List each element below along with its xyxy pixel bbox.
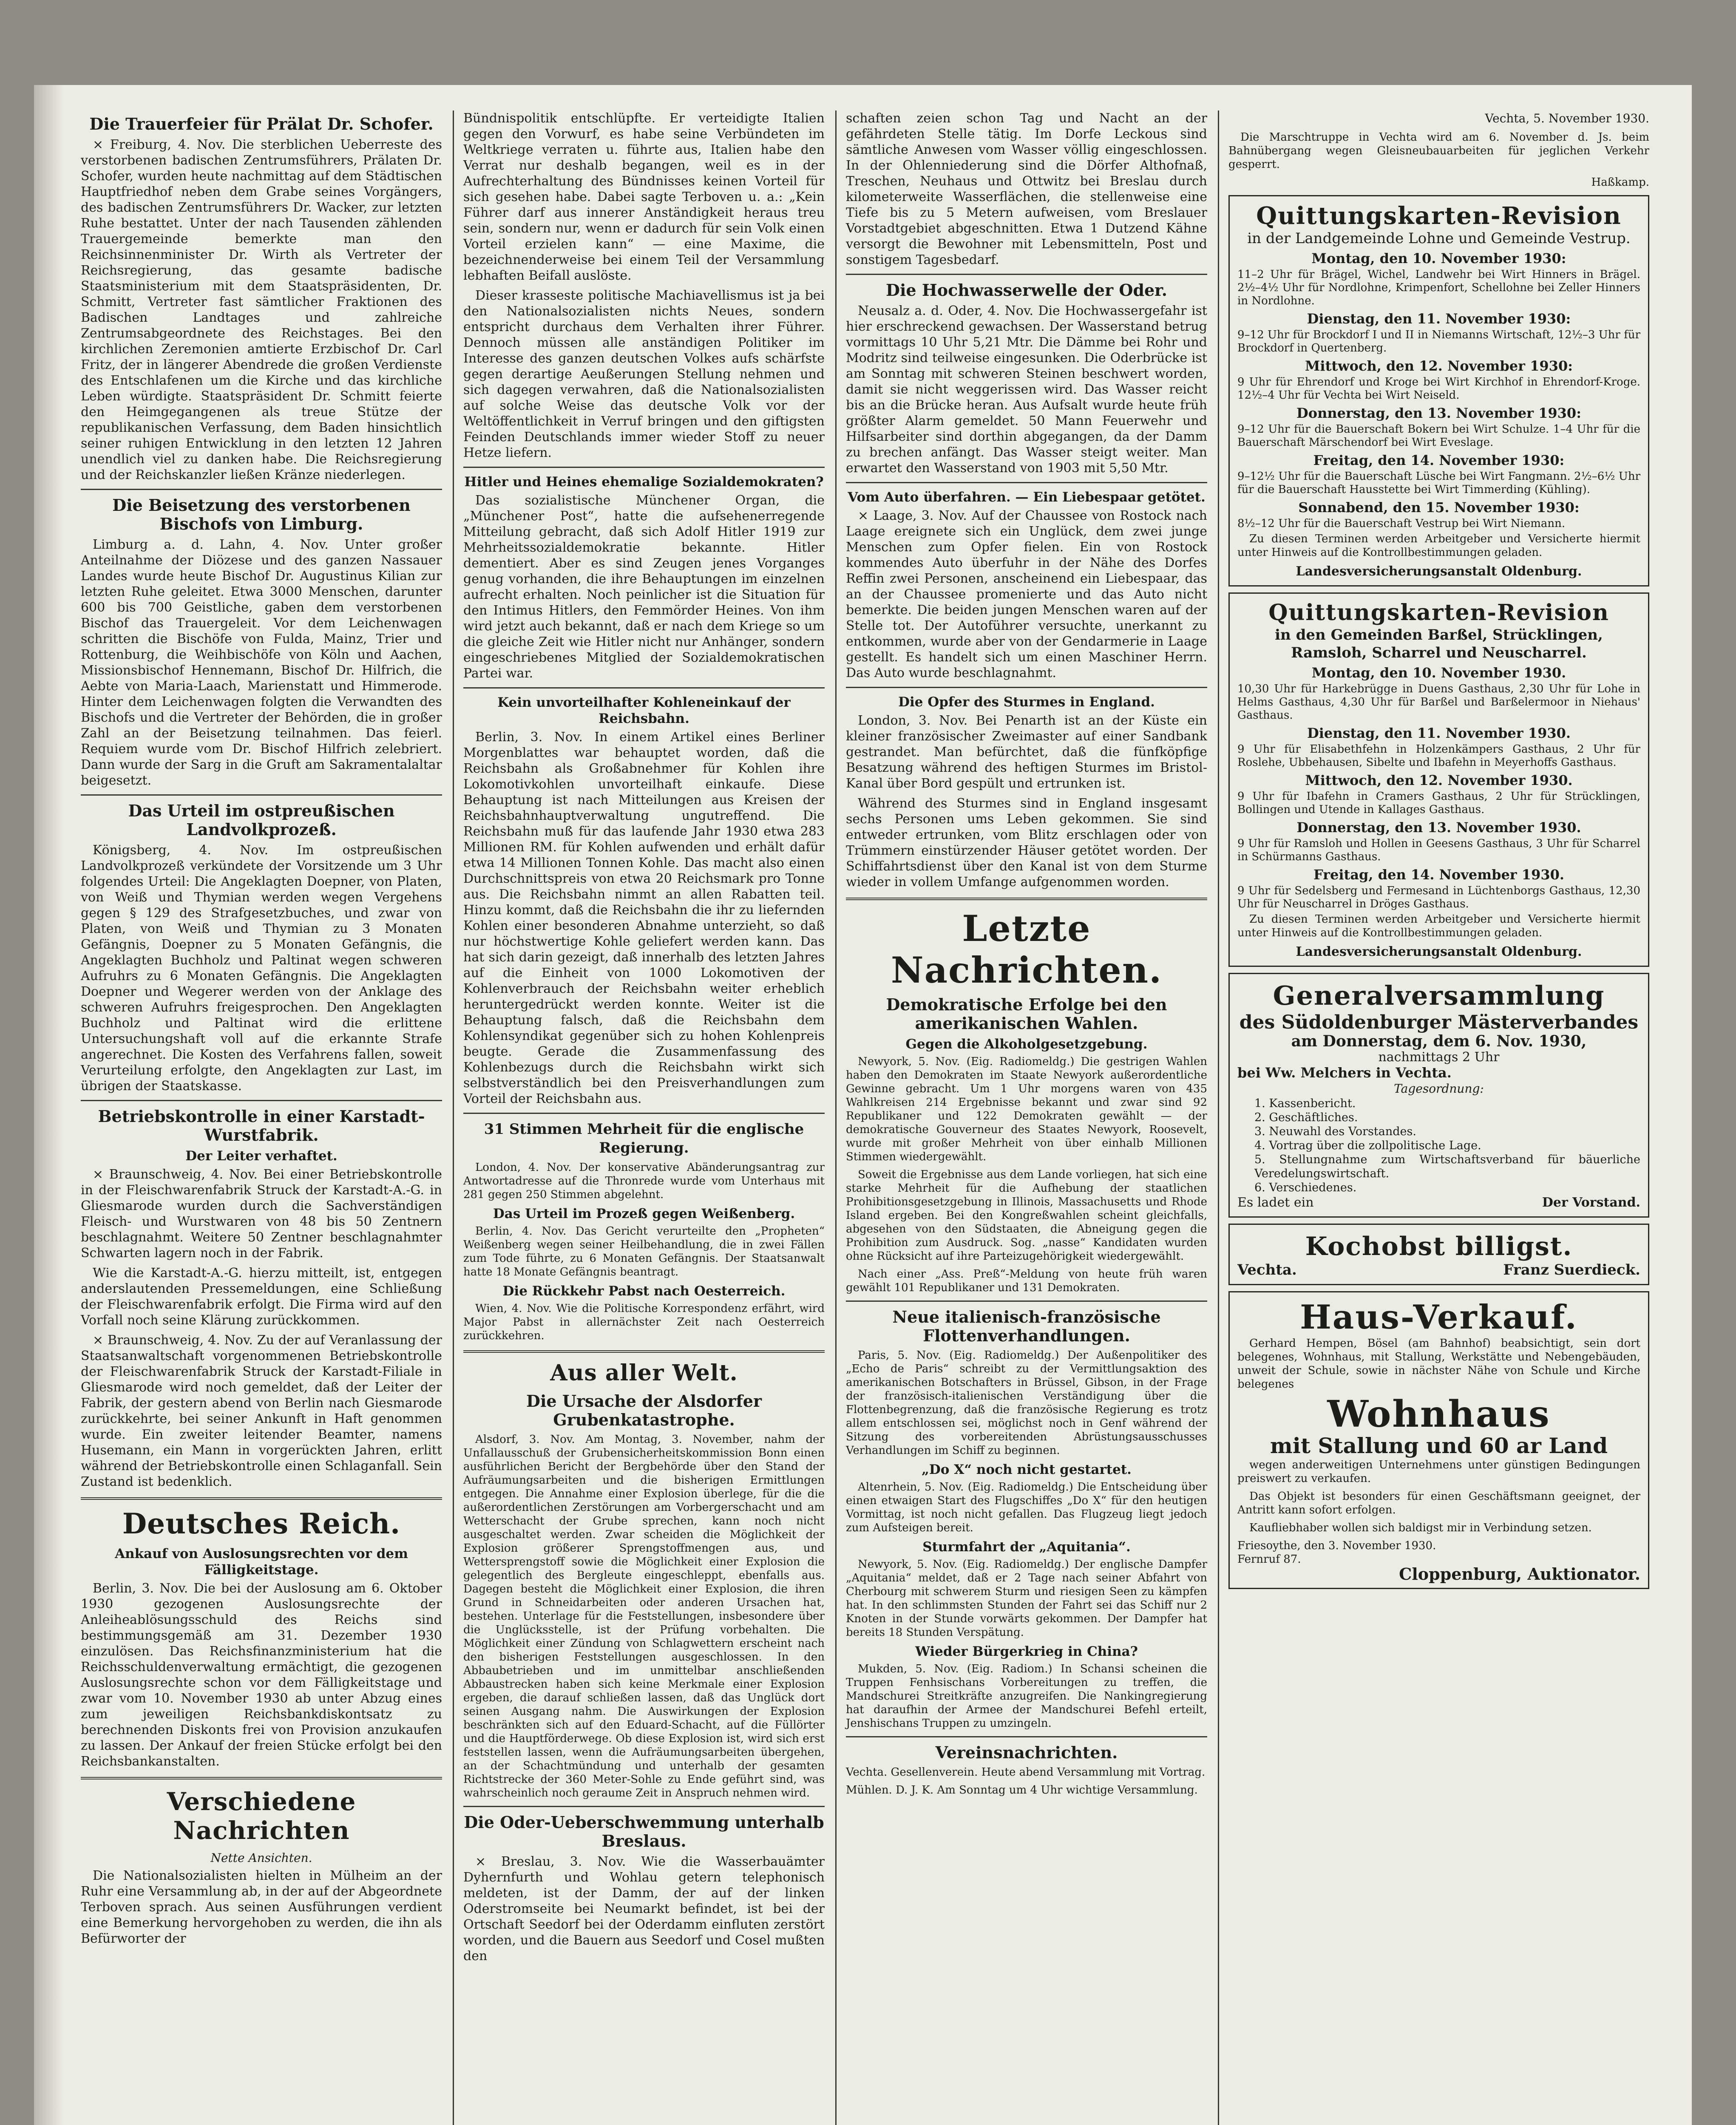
- article-hitler-heines: Das sozialistische Münchener Organ, die „Münchener Post“, hatte die aufsehenerregende Mitteilung gebracht, daß sich Adolf Hitler 1919 zur Mehrheitssozialdemokratie bekannte. Hitler dementiert. Aber es sind Zeugen jenes Vorganges genug vorhanden, die ihre Behauptungen im einzelnen aufrecht erhalten. Noch peinlicher ist die Situation für den Intimus Hitlers, den Femmörder Heines. Von ihm wird jetzt auch bekannt, daß er nach dem Kriege so um die gleiche Zeit wie Hitler nicht nur Anhänger, sondern eingeschriebenes Mitglied der Sozialdemokratischen Partei war.: [463, 493, 825, 681]
- ad-big-text-2: mit Stallung und 60 ar Land: [1270, 1433, 1608, 1458]
- ad-place: Vechta.: [1237, 1261, 1297, 1278]
- schedule-day: Montag, den 10. November 1930:: [1311, 250, 1566, 266]
- ad-title: Haus-Verkauf.: [1300, 1298, 1578, 1337]
- ad-place: bei Ww. Melchers in Vechta.: [1237, 1065, 1452, 1081]
- schedule-entry: 9–12½ Uhr für die Bauerschaft Lüsche bei Wirt Fangmann. 2½–6½ Uhr für die Bauerschaft Hausstette bei Wirt Timmerding (Kühling).: [1237, 470, 1640, 496]
- ad-text: Gerhard Hempen, Bösel (am Bahnhof) beabsichtigt, sein dort belegenes, Wohnhaus, mit Stallung, Werkstätte und Nebengebäuden, unweit der Schule, sowie in nächster Nähe von Schule und Kirche belegenes: [1237, 1337, 1640, 1391]
- ad-time: nachmittags 2 Uhr: [1378, 1050, 1500, 1065]
- ad-signature: Franz Suerdieck.: [1503, 1261, 1640, 1278]
- headline-aquitania: Sturmfahrt der „Aquitania“.: [922, 1539, 1131, 1555]
- agenda-item: 3. Neuwahl des Vorstandes.: [1254, 1125, 1416, 1138]
- divider: [463, 467, 825, 468]
- divider: [81, 1100, 442, 1101]
- section-letzte-nachrichten: Letzte Nachrichten.: [891, 907, 1163, 991]
- schedule-entry: 10,30 Uhr für Harkebrügge in Duens Gasthaus, 2,30 Uhr für Lohe in Helms Gasthaus, 4,30 Uhr für Barßel und Barßelermoor in Niehaus' Gasthaus.: [1237, 683, 1640, 722]
- schedule-entry: 8½–12 Uhr für die Bauerschaft Vestrup bei Wirt Niemann.: [1237, 517, 1566, 530]
- headline-do-x: „Do X“ noch nicht gestartet.: [922, 1462, 1132, 1477]
- ad-signature: Landesversicherungsanstalt Oldenburg.: [1296, 944, 1582, 959]
- divider: [846, 687, 1207, 688]
- headline-limburg: Die Beisetzung des verstorbenen Bischofs von Limburg.: [112, 496, 411, 533]
- ad-place-2: Fernruf 87.: [1237, 1553, 1301, 1566]
- schedule-day: Mittwoch, den 12. November 1930.: [1305, 772, 1573, 788]
- article-nette-ansichten: Die Nationalsozialisten hielten in Mülheim an der Ruhr eine Versammlung ab, in der auf der Abgeordnete Terboven sprach. Aus seinen Ausführungen verdient eine Bemerkung hervorgehoben zu werden, die ihn als Befürworter der: [81, 1868, 442, 1946]
- column-4-ads: [1228, 110, 1649, 1595]
- article-flottenverhandlungen: Paris, 5. Nov. (Eig. Radiomeldg.) Der Außenpolitiker des „Echo de Paris“ schreibt zu der Vermittlungsaktion des amerikanischen Botschafters in Brüssel, Gibson, in der Frage der französisch-italienischen Verständigung über die Flottenbegrenzung, daß die französische Regierung es trotz allem entschlossen sei, möglichst noch in Genf während der Sitzung des vorbereitenden Abrüstungsausschusses Verhandlungen im Schiff zu beginnen.: [846, 1349, 1207, 1457]
- agenda-title: Tagesordnung:: [1394, 1082, 1484, 1096]
- article-karstadt-2: Wie die Karstadt-A.-G. hierzu mitteilt, ist, entgegen anderslautenden Pressemeldungen, eine Schließung der Fleischwarenfabrik erfolgt. Die Firma wird auf den Vorfall noch seine Klärung zurückkommen.: [81, 1266, 442, 1328]
- agenda-item: 1. Kassenbericht.: [1254, 1097, 1356, 1110]
- subheadline-karstadt: Der Leiter verhaftet.: [185, 1148, 338, 1164]
- divider: [846, 1300, 1207, 1302]
- schedule-list: [1237, 665, 1640, 911]
- headline-nette-ansichten: Nette Ansichten.: [210, 1851, 312, 1865]
- article-liebespaar: × Laage, 3. Nov. Auf der Chaussee von Rostock nach Laage ereignete sich ein Unglück, dem zwei junge Menschen zum Opfer fielen. Ein von Rostock kommendes Auto überfuhr in der Nähe des Dorfes Reffin zwei Personen, anscheinend ein Liebespaar, das an der Chaussee promenierte und das Auto nicht bemerkte. Die beiden jungen Menschen waren auf der Stelle tot. Der Autoführer versuchte, unerkannt zu entkommen, wurde aber von der Gendarmerie in Laage gestellt. Es handelt sich um einen Maschiner Herrn. Das Auto wurde beschlagnahmt.: [846, 508, 1207, 680]
- divider: [846, 898, 1207, 900]
- article-sturm-england: London, 3. Nov. Bei Penarth ist an der Küste ein kleiner französischer Zweimaster auf einer Sandbank gestrandet. Man befürchtet, daß die fünfköpfige Besatzung während des heftigen Sturmes im Bristol-Kanal über Bord gespült und ertrunken ist.: [846, 713, 1207, 791]
- ad-invite-row: [1237, 1195, 1640, 1210]
- divider: [846, 274, 1207, 275]
- divider: [846, 482, 1207, 483]
- divider: [463, 1806, 825, 1807]
- agenda-item: 6. Verschiedenes.: [1254, 1181, 1357, 1194]
- article-oder-cont: schaften zeien schon Tag und Nacht an der gefährdeten Stelle tätig. Im Dorfe Leckous sind sämtliche Anwesen vom Wasser völlig eingeschlossen. In der Ohlenniederung sind die Dörfer Althofnaß, Treschen, Neuhaus und Ottwitz bei Breslau durch kilometerweite Wasserflächen, die stellenweise eine Tiefe bis zu 5 Metern aufweisen, vom Breslauer Vorstadtgebiet abgeschnitten. Etwa 1 Dutzend Kähne versorgt die Bewohner mit Lebensmitteln, Post und sonstigem Tagesbedarf.: [846, 111, 1207, 267]
- schedule-day: Freitag, den 14. November 1930:: [1313, 452, 1565, 468]
- ad-signature: Landesversicherungsanstalt Oldenburg.: [1296, 564, 1582, 579]
- column-rule: [835, 110, 837, 2125]
- article-sturm-england-2: Während des Sturmes sind in England insgesamt sechs Personen ums Leben gekommen. Sie sind entweder ertrunken, vom Blitz erschlagen oder von Trümmern einstürzender Häuser getötet worden. Der Schiffahrtsdienst über den Kanal ist von dem Sturme wieder in vollem Umfange aufgenommen worden.: [846, 796, 1207, 890]
- article-terboven-cont-2: Dieser krasseste politische Machiavellismus ist ja bei den Nationalsozialisten nichts Neues, sondern entspricht durchaus dem Verhalten ihrer Führer. Dennoch müssen alle anständigen Politiker im Interesse des ganzen deutschen Volkes aufs schärfste gegen derartige Aeußerungen Stellung nehmen und sich dagegen verwahren, daß die Nationalsozialisten auf solche Weise das deutsche Volk vor der Weltöffentlichkeit in Verruf bringen und den giftigsten Feinden Deutschlands immer wieder Stoff zu neuer Hetze liefern.: [463, 288, 825, 460]
- headline-karstadt: Betriebskontrolle in einer Karstadt-Wurstfabrik.: [98, 1107, 425, 1145]
- schedule-day: Donnerstag, den 13. November 1930:: [1296, 405, 1581, 421]
- article-karstadt-3: × Braunschweig, 4. Nov. Zu der auf Veranlassung der Staatsanwaltschaft vorgenommenen Betriebskontrolle der Fleischwarenfabrik Struck der Karstadt-Filiale in Gliesmarode wird noch gemeldet, daß der Leiter der Fabrik, der gestern abend von Berlin nach Giesmarode zurückkehrte, bei seiner Ankunft in Haft genommen wurde. Ein zweiter leitender Beamter, namens Husemann, ein Mann in vorgerückten Jahren, erlitt während der Betriebskontrolle einen Schlaganfall. Sein Zustand ist bedenklich.: [81, 1333, 442, 1489]
- ad-subtitle: in den Gemeinden Barßel, Strücklingen, Ramsloh, Scharrel und Neuscharrel.: [1275, 626, 1603, 661]
- article-auslosungsrechte: Berlin, 3. Nov. Die bei der Auslosung am 6. Oktober 1930 gezogenen Auslosungsrechte der Anleiheablösungsschuld des Reichs sind bestimmungsgemäß am 31. Dezember 1930 einzulösen. Das Reichsfinanzministerium hat die Reichsschuldenverwaltung ermächtigt, die gezogenen Auslosungsrechte schon vor dem Fälligkeitstage und zwar vom 10. November 1930 ab unter Abzug eines zum jeweiligen Reichsbankdiskontsatz zu berechnenden Diskonts frei von Provision anzukaufen zu lassen. Der Ankauf der freien Stücke erfolgt bei den Reichsbankanstalten.: [81, 1581, 442, 1769]
- ad-quittungskarten-barssel: [1228, 592, 1649, 967]
- ad-big-text: Wohnhaus: [1327, 1393, 1551, 1436]
- schedule-entry: 11–2 Uhr für Brägel, Wichel, Landwehr bei Wirt Hinners in Brägel. 2½–4½ Uhr für Nordlohne, Krimpenfort, Schellohne bei Zeller Hinners in Nordlohne.: [1237, 268, 1640, 307]
- schedule-entry: 9 Uhr für Ramsloh und Hollen in Geesens Gasthaus, 3 Uhr für Scharrel in Schürmanns Gasthaus.: [1237, 837, 1640, 863]
- section-aus-aller-welt: Aus aller Welt.: [550, 1360, 738, 1386]
- article-kohleneinkauf: Berlin, 3. Nov. In einem Artikel eines Berliner Morgenblattes war behauptet worden, daß die Reichsbahn als Großabnehmer für Kohlen ihre Lokomotivkohlen unvorteilhaft einkaufe. Diese Behauptung ist nach Mitteilungen aus Kreisen der Reichsbahnhauptverwaltung ungutreffend. Die Reichsbahn muß für das laufende Jahr 1930 etwa 283 Millionen RM. für Kohlen aufwenden und erhält dafür etwa 14 Millionen Tonnen Kohle. Das macht also einen Durchschnittspreis von etwa 20 Reichsmark pro Tonne aus. Die Reichsbahn nimmt an allen Rabatten teil. Hinzu kommt, daß die Reichsbahn die ihr zu liefernden Kohlen einer besonderen Abnahme unterzieht, so daß nur höchstwertige Kohle geliefert werden kann. Das hat sich darin gezeigt, daß innerhalb des letzten Jahres auf die Einheit von 1000 Lokomotiven der Kohlenverbrauch der Reichsbahn weiter erheblich heruntergedrückt werden konnte. Weiter ist die Behauptung falsch, daß die Reichsbahn dem Kohlensyndikat gegenüber sich zu hohen Kohlenpreis beugte. Gerade die Zusammenfassung des Kohlenbezugs durch die Reichsbahn wirkt sich selbstverständlich bei den Preisverhandlungen zum Vorteil der Reichsbahn aus.: [463, 730, 825, 1106]
- schedule-entry: 9–12 Uhr für Brockdorf I und II in Niemanns Wirtschaft, 12½–3 Uhr für Brockdorf in Quertenberg.: [1237, 329, 1640, 354]
- ad-date: am Donnerstag, dem 6. Nov. 1930,: [1291, 1032, 1587, 1050]
- article-wahlen-3: Nach einer „Ass. Preß“-Meldung von heute früh waren gewählt 101 Republikaner und 131 Demokraten.: [846, 1268, 1207, 1294]
- article-pabst: Wien, 4. Nov. Wie die Politische Korrespondenz erfährt, wird Major Pabst in allernächster Zeit nach Oesterreich zurückkehren.: [463, 1302, 825, 1342]
- article-oder-ueberschwemmung: × Breslau, 3. Nov. Wie die Wasserbauämter Dyhernfurth und Wohlau getern telephonisch meldeten, ist der Damm, der auf der linken Oderstromseite bei Neumarkt befindet, ist bei der Ortschaft Seedorf bei der Oderdamm einfluten zerstört worden, und die Bauern aus Seedorf und Cosel mußten den: [463, 1854, 825, 1964]
- article-do-x: Altenrhein, 5. Nov. (Eig. Radiomeldg.) Die Entscheidung über einen etwaigen Start des Flugschiffes „Do X“ für den heutigen Vormittag, ist noch nicht gefallen. Das Flugzeug liegt jedoch zum Aufsteigen bereit.: [846, 1481, 1207, 1534]
- article-alsdorf: Alsdorf, 3. Nov. Am Montag, 3. November, nahm der Unfallausschuß der Grubensicherheitskommission Bonn einen ausführlichen Bericht der Bergbehörde über den Stand der Aufräumungsarbeiten und die bisherigen Ermittlungen entgegen. Die Annahme einer Explosion überlege, für die die außerordentlichen Zerstörungen am Vorbergerschacht und am Wetterschacht der Grube sprechen, kann noch nicht ausgeschaltet werden. Zwar scheiden die Möglichkeit der Explosion größerer Sprengstoffmengen aus, und Wettersprengstoff sowie die Möglichkeit einer Explosion die gelegentlich des Bergleute eingeschleppt, ebenfalls aus. Dagegen besteht die Möglichkeit einer Explosion, die ihren Grund in Schneidarbeiten oder anderen Ursachen hat, bestehen. Unterlage für die Feststellungen, insbesondere über die Unglücksstelle, ist der Prüfung vorbehalten. Die Möglichkeit einer Zündung von Schlagwettern erscheint nach den bisherigen Feststellungen ausgeschlossen. In den Abbaubetrieben und im unmittelbar anschließenden Abbaustrecken haben sich keine Merkmale einer Explosion ergeben, die darauf schließen lassen, daß das Unglück dort seinen Ausgang nahm. Die Auswirkungen der Explosion beschränkten sich auf den Eduard-Schacht, auf die Füllörter und die Hauptförderwege. Ob diese Explosion ist, wird sich erst feststellen lassen, wenn die Aufräumungsarbeiten übergehen, an der Schachtmündung und unterhalb der gesamten Richtstrecke der 360 Meter-Sohle zu Ende geführt sind, was wahrscheinlich noch geraume Zeit in Anspruch nehmen wird.: [463, 1433, 825, 1799]
- headline-auslosungsrechte: Ankauf von Auslosungsrechten vor dem Fälligkeitstage.: [115, 1546, 408, 1578]
- article-trauerfeier: × Freiburg, 4. Nov. Die sterblichen Ueberreste des verstorbenen badischen Zentrumsführers, Prälaten Dr. Schofer, wurden heute nachmittag auf dem Städtischen Hauptfriedhof neben dem Grabe seines Vorgängers, des badischen Zentrumsführers Dr. Wacker, zur letzten Ruhe bestattet. Unter der nach Tausenden zählenden Trauergemeinde bemerkte man den Reichsinnenminister Dr. Wirth als Vertreter der Reichsregierung, das gesamte badische Staatsministerium mit dem Staatspräsidenten, Dr. Schmitt, Vertreter fast sämtlicher Fraktionen des Badischen Landtages und zahlreiche Zentrumsabgeordnete des Reichstages. Bei den kirchlichen Zeremonien amtierte Erzbischof Dr. Carl Fritz, der in längerer Abendrede die großen Verdienste des Entschlafenen um die Kirche und das kirchliche Leben würdigte. Staatspräsident Dr. Schmitt feierte den Heimgegangenen als treue Stütze der republikanischen Verfassung, dem Baden hinsichtlich seiner ruhigen Entwicklung in den letzten 12 Jahren unendlich viel zu danken habe. Die Reichsregierung und der Reichskanzler ließen Kränze niederlegen.: [81, 137, 442, 482]
- article-landvolkprozess: Königsberg, 4. Nov. Im ostpreußischen Landvolkprozeß verkündete der Vorsitzende um 3 Uhr folgendes Urteil: Die Angeklagten Doepner, von Platen, von Weiß und Thymian werden wegen Vergehens gegen § 129 des Strafgesetzbuches, und zwar von Platen, von Weiß und Thymian zu 3 Monaten Gefängnis, Doepner zu 5 Monaten Gefängnis, die Angeklagten Buchholz und Paltinat wegen schweren Aufruhrs zu 6 Monaten Gefängnis. Die Angeklagten Doepner und Wegerer werden von der Anklage des schweren Aufruhrs freigesprochen. Den Angeklagten Buchholz und Paltinat wird die erlittene Untersuchungshaft voll auf die erkannte Strafe angerechnet. Die Kosten des Verfahrens fallen, soweit Verurteilung erfolgte, den Angeklagten zur Last, im übrigen der Staatskasse.: [81, 843, 442, 1094]
- article-englische-regierung: London, 4. Nov. Der konservative Abänderungsantrag zur Antwortadresse auf die Thronrede wurde vom Unterhaus mit 281 gegen 250 Stimmen abgelehnt.: [463, 1161, 825, 1201]
- schedule-day: Dienstag, den 11. November 1930.: [1307, 725, 1571, 741]
- divider: [846, 1736, 1207, 1737]
- schedule-day: Dienstag, den 11. November 1930:: [1307, 311, 1571, 327]
- schedule-list: [1237, 251, 1640, 530]
- schedule-day: Sonnabend, den 15. November 1930:: [1298, 499, 1580, 516]
- article-terboven-cont: Bündnispolitik entschlüpfte. Er verteidigte Italien gegen den Vorwurf, es habe seine Verbündeten im Weltkriege verraten u. führte aus, Italien habe den Verrat nur deshalb begangen, weil es in der Aufrechterhaltung des Bündnisses keinen Vorteil für sich gesehen habe. Dabei sagte Terboven u. a.: „Kein Führer darf aus innerer Anständigkeit heraus treu sein, sondern nur, wenn er dadurch für sein Volk einen Vorteil erzielen kann“ — eine Maxime, die bezeichnenderweise bei einem Teil der Versammlung lebhaften Beifall auslöste.: [463, 111, 825, 283]
- ad-kochobst: [1228, 1224, 1649, 1285]
- schedule-day: Donnerstag, den 13. November 1930.: [1296, 819, 1581, 836]
- headline-wahlen: Demokratische Erfolge bei den amerikanischen Wahlen.: [886, 995, 1167, 1033]
- subheadline-wahlen: Gegen die Alkoholgesetzgebung.: [905, 1037, 1148, 1052]
- ad-footer: Zu diesen Terminen werden Arbeitgeber und Versicherte hiermit unter Hinweis auf die Kontrollbestimmungen geladen.: [1237, 533, 1640, 559]
- ad-invite: Es ladet ein: [1237, 1195, 1314, 1210]
- agenda-item: 5. Stellungnahme zum Wirtschaftsverband für bäuerliche Veredelungswirtschaft.: [1254, 1153, 1640, 1180]
- headline-hochwasserwelle: Die Hochwasserwelle der Oder.: [886, 280, 1167, 300]
- article-limburg: Limburg a. d. Lahn, 4. Nov. Unter großer Anteilnahme der Diözese und des ganzen Nassauer Landes wurde heute Bischof Dr. Augustinus Kilian zur letzten Ruhe geleitet. Etwa 3000 Menschen, darunter 600 bis 700 Geistliche, gaben dem verstorbenen Bischof das Trauergeleit. Vor dem Leichenwagen schritten die Bischöfe von Fulda, Mainz, Trier und Rottenburg, die Weihbischöfe von Köln und Aachen, Missionsbischof Hennemann, Bischof Dr. Hilfrich, die Aebte von Maria-Laach, Marienstatt und Himmerode. Hinter dem Leichenwagen folgten die Verwandten des Bischofs und die Vertreter der Behörden, die in großer Zahl an der Beisetzung teilnahmen. Das feierl. Requiem wurde vom Dr. Bischof Hilfrich zelebriert. Dann wurde der Sarg in die Gruft am Sakramentalaltar beigesetzt.: [81, 537, 442, 788]
- schedule-day: Freitag, den 14. November 1930.: [1313, 867, 1564, 883]
- notice-signature: Haßkamp.: [1591, 176, 1649, 189]
- headline-vereinsnachrichten: Vereinsnachrichten.: [935, 1743, 1118, 1762]
- ad-signature: Cloppenburg, Auktionator.: [1399, 1564, 1640, 1584]
- headline-englische-regierung: 31 Stimmen Mehrheit für die englische Regierung.: [484, 1121, 804, 1156]
- schedule-day: Mittwoch, den 12. November 1930:: [1305, 358, 1573, 374]
- headline-trauerfeier: Die Trauerfeier für Prälat Dr. Schofer.: [89, 114, 434, 133]
- headline-weissenberg: Das Urteil im Prozeß gegen Weißenberg.: [493, 1206, 795, 1221]
- column-rule: [453, 110, 454, 2125]
- article-vereinsnachrichten-2: Mühlen. D. J. K. Am Sonntag um 4 Uhr wichtige Versammlung.: [846, 1784, 1198, 1796]
- divider: [81, 794, 442, 796]
- ad-text-3: Das Objekt ist besonders für einen Geschäftsmann geeignet, der Antritt kann sofort erfolgen.: [1237, 1490, 1640, 1516]
- schedule-entry: 9 Uhr für Ibafehn in Cramers Gasthaus, 2 Uhr für Strücklingen, Bollingen und Utende in Kallages Gasthaus.: [1237, 790, 1640, 816]
- agenda-item: 2. Geschäftliches.: [1254, 1111, 1358, 1124]
- ad-footer: Zu diesen Terminen werden Arbeitgeber und Versicherte hiermit unter Hinweis auf die Kontrollbestimmungen geladen.: [1237, 913, 1640, 939]
- article-china: Mukden, 5. Nov. (Eig. Radiom.) In Schansi scheinen die Truppen Fenhsischans Vorbereitungen zu treffen, die Mandschurei Streitkräfte anzugreifen. Die Nankingregierung hat daraufhin der Armee der Mandschurei Befehl erteilt, Jenshischans Truppen zu umzingeln.: [846, 1663, 1207, 1730]
- divider: [463, 1350, 825, 1353]
- headline-oder-ueberschwemmung: Die Oder-Ueberschwemmung unterhalb Breslaus.: [464, 1813, 824, 1850]
- ad-subtitle: in der Landgemeinde Lohne und Gemeinde Vestrup.: [1247, 230, 1631, 247]
- headline-landvolkprozess: Das Urteil im ostpreußischen Landvolkprozeß.: [128, 801, 395, 839]
- ad-signature: Der Vorstand.: [1542, 1195, 1640, 1210]
- section-verschiedene: Verschiedene Nachrichten: [167, 1787, 356, 1845]
- divider: [463, 687, 825, 688]
- ad-text-2: wegen anderweitigen Unternehmens unter günstigen Bedingungen preiswert zu verkaufen.: [1237, 1459, 1640, 1485]
- ad-title: Quittungskarten-Revision: [1256, 202, 1622, 230]
- ad-hausverkauf: [1228, 1291, 1649, 1589]
- headline-liebespaar: Vom Auto überfahren. — Ein Liebespaar getötet.: [848, 490, 1206, 505]
- headline-alsdorf: Die Ursache der Alsdorfer Grubenkatastrophe.: [526, 1391, 762, 1429]
- ad-footer-row: [1237, 1262, 1640, 1278]
- divider: [81, 489, 442, 490]
- ad-title: Quittungskarten-Revision: [1268, 600, 1609, 626]
- divider: [81, 1497, 442, 1500]
- ad-title: Generalversammlung: [1273, 980, 1605, 1011]
- schedule-entry: 9–12 Uhr für die Bauerschaft Bokern bei Wirt Schulze. 1–4 Uhr für die Bauerschaft Märschendorf bei Wirt Eveslage.: [1237, 423, 1640, 449]
- column-rule: [1218, 110, 1219, 2125]
- headline-hitler-heines: Hitler und Heines ehemalige Sozialdemokraten?: [464, 474, 824, 490]
- article-wahlen-2: Soweit die Ergebnisse aus dem Lande vorliegen, hat sich eine starke Mehrheit für die Aufhebung der staatlichen Prohibitionsgesetzgebung in Illinois, Massachusetts und Rhode Island ergeben. Bei den Kongreßwahlen scheint gleichfalls, abgesehen von den Südstaaten, die Abneigung gegen die Prohibition zum Ausdruck. Sog. „nasse“ Kandidaten wurden ohne Rücksicht auf ihre Parteizugehörigkeit wiedergewählt.: [846, 1168, 1207, 1263]
- agenda-list: [1254, 1096, 1640, 1195]
- divider: [463, 1113, 825, 1114]
- divider: [81, 1777, 442, 1779]
- column-3: [846, 110, 1207, 1801]
- headline-pabst: Die Rückkehr Pabst nach Oesterreich.: [502, 1284, 786, 1299]
- agenda-item: 4. Vortrag über die zollpolitische Lage.: [1254, 1139, 1481, 1152]
- article-hochwasserwelle: Neusalz a. d. Oder, 4. Nov. Die Hochwassergefahr ist hier erschreckend gewachsen. Der Wasserstand betrug vormittags 10 Uhr 5,21 Mtr. Die Dämme bei Rohr und Modritz sind teilweise eingesunken. Die Oderbrücke ist am Sonntag mit schweren Steinen beschwert worden, damit sie nicht weggerissen wird. Das Wasser reicht bis an die Brücke heran. Aus Aufsalt wurde heute früh größter Alarm gemeldet. 50 Mann Feuerwehr und Hilfsarbeiter sind dorthin abgegangen, da der Damm zu brechen anfängt. Das Wasser steigt weiter. Man erwartet den Wasserstand von 1903 mit 5,50 Mtr.: [846, 303, 1207, 476]
- schedule-day: Montag, den 10. November 1930.: [1311, 665, 1566, 681]
- schedule-entry: 9 Uhr für Sedelsberg und Fermesand in Lüchtenborgs Gasthaus, 12,30 Uhr für Neuscharrel in Dröges Gasthaus.: [1237, 884, 1640, 910]
- notice-text: Die Marschtruppe in Vechta wird am 6. November d. Js. beim Bahnübergang wegen Gleisneubauarbeiten für jeglichen Verkehr gesperrt.: [1228, 131, 1649, 171]
- headline-kohleneinkauf: Kein unvorteilhafter Kohleneinkauf der Reichsbahn.: [497, 695, 791, 726]
- schedule-entry: 9 Uhr für Ehrendorf und Kroge bei Wirt Kirchhof in Ehrendorf-Kroge. 12½–4 Uhr für Vechta bei Wirt Neiseld.: [1237, 376, 1640, 402]
- ad-text-4: Kaufliebhaber wollen sich baldigst mir in Verbindung setzen.: [1249, 1522, 1592, 1534]
- dateline: Vechta, 5. November 1930.: [1485, 111, 1649, 125]
- section-deutsches-reich: Deutsches Reich.: [122, 1507, 401, 1540]
- headline-china: Wieder Bürgerkrieg in China?: [915, 1644, 1138, 1659]
- ad-title: Kochobst billigst.: [1305, 1232, 1573, 1261]
- article-aquitania: Newyork, 5. Nov. (Eig. Radiomeldg.) Der englische Dampfer „Aquitania“ meldet, daß er 2 Tage nach seiner Abfahrt von Cherbourg mit schwerem Sturm und riesigen Seen zu kämpfen hat. In den schlimmsten Stunden der Fahrt sei das Schiff nur 2 Knoten in der Stunde vorwärts gekommen. Der Dampfer hat bereits 18 Stunden Verspätung.: [846, 1558, 1207, 1639]
- headline-sturm-england: Die Opfer des Sturmes in England.: [898, 694, 1155, 710]
- article-wahlen: Newyork, 5. Nov. (Eig. Radiomeldg.) Die gestrigen Wahlen haben den Demokraten im Staate Newyork außerordentliche Gewinne gebracht. Um 1 Uhr morgens waren von 435 Wahlkreisen 214 Ergebnisse bekannt und zwar sind 92 Republikaner und 122 Demokraten gewählt — der demokratische Gouverneur des Staates Newyork, Roosevelt, wurde mit großer Mehrheit von über einhalb Millionen Stimmen wiedergewählt.: [846, 1055, 1207, 1163]
- newspaper-page: [34, 85, 1692, 2125]
- ad-generalversammlung: [1228, 973, 1649, 1218]
- ad-quittungskarten-lohne: [1228, 195, 1649, 586]
- column-1: [81, 110, 442, 1951]
- article-vereinsnachrichten: Vechta. Gesellenverein. Heute abend Versammlung mit Vortrag.: [846, 1766, 1206, 1779]
- schedule-entry: 9 Uhr für Elisabethfehn in Holzenkämpers Gasthaus, 2 Uhr für Roslehe, Ubbehausen, Sibelte und Ibafehn in Meyerhoffs Gasthaus.: [1237, 743, 1640, 769]
- page-fold-shadow: [34, 85, 64, 2125]
- ad-subtitle: des Südoldenburger Mästerverbandes: [1239, 1012, 1639, 1033]
- article-karstadt-1: × Braunschweig, 4. Nov. Bei einer Betriebskontrolle in der Fleischwarenfabrik Struck der Karstadt-A.-G. in Gliesmarode wurden durch die Sachverständigen Fleisch- und Wurstwaren von 48 bis 50 Zentnern beschlagnahmt. Weitere 50 Zentner beschlagnahmter Schwarten lagern noch in der Fabrik.: [81, 1167, 442, 1261]
- headline-flottenverhandlungen: Neue italienisch-französische Flottenverhandlungen.: [892, 1307, 1161, 1345]
- column-2: [463, 110, 825, 1968]
- article-weissenberg: Berlin, 4. Nov. Das Gericht verurteilte den „Propheten“ Weißenberg wegen seiner Heilbehandlung, die in zwei Fällen zum Tode führte, zu 6 Monaten Gefängnis. Der Staatsanwalt hatte 18 Monate Gefängnis beantragt.: [463, 1225, 825, 1278]
- ad-place: Friesoythe, den 3. November 1930.: [1237, 1539, 1436, 1552]
